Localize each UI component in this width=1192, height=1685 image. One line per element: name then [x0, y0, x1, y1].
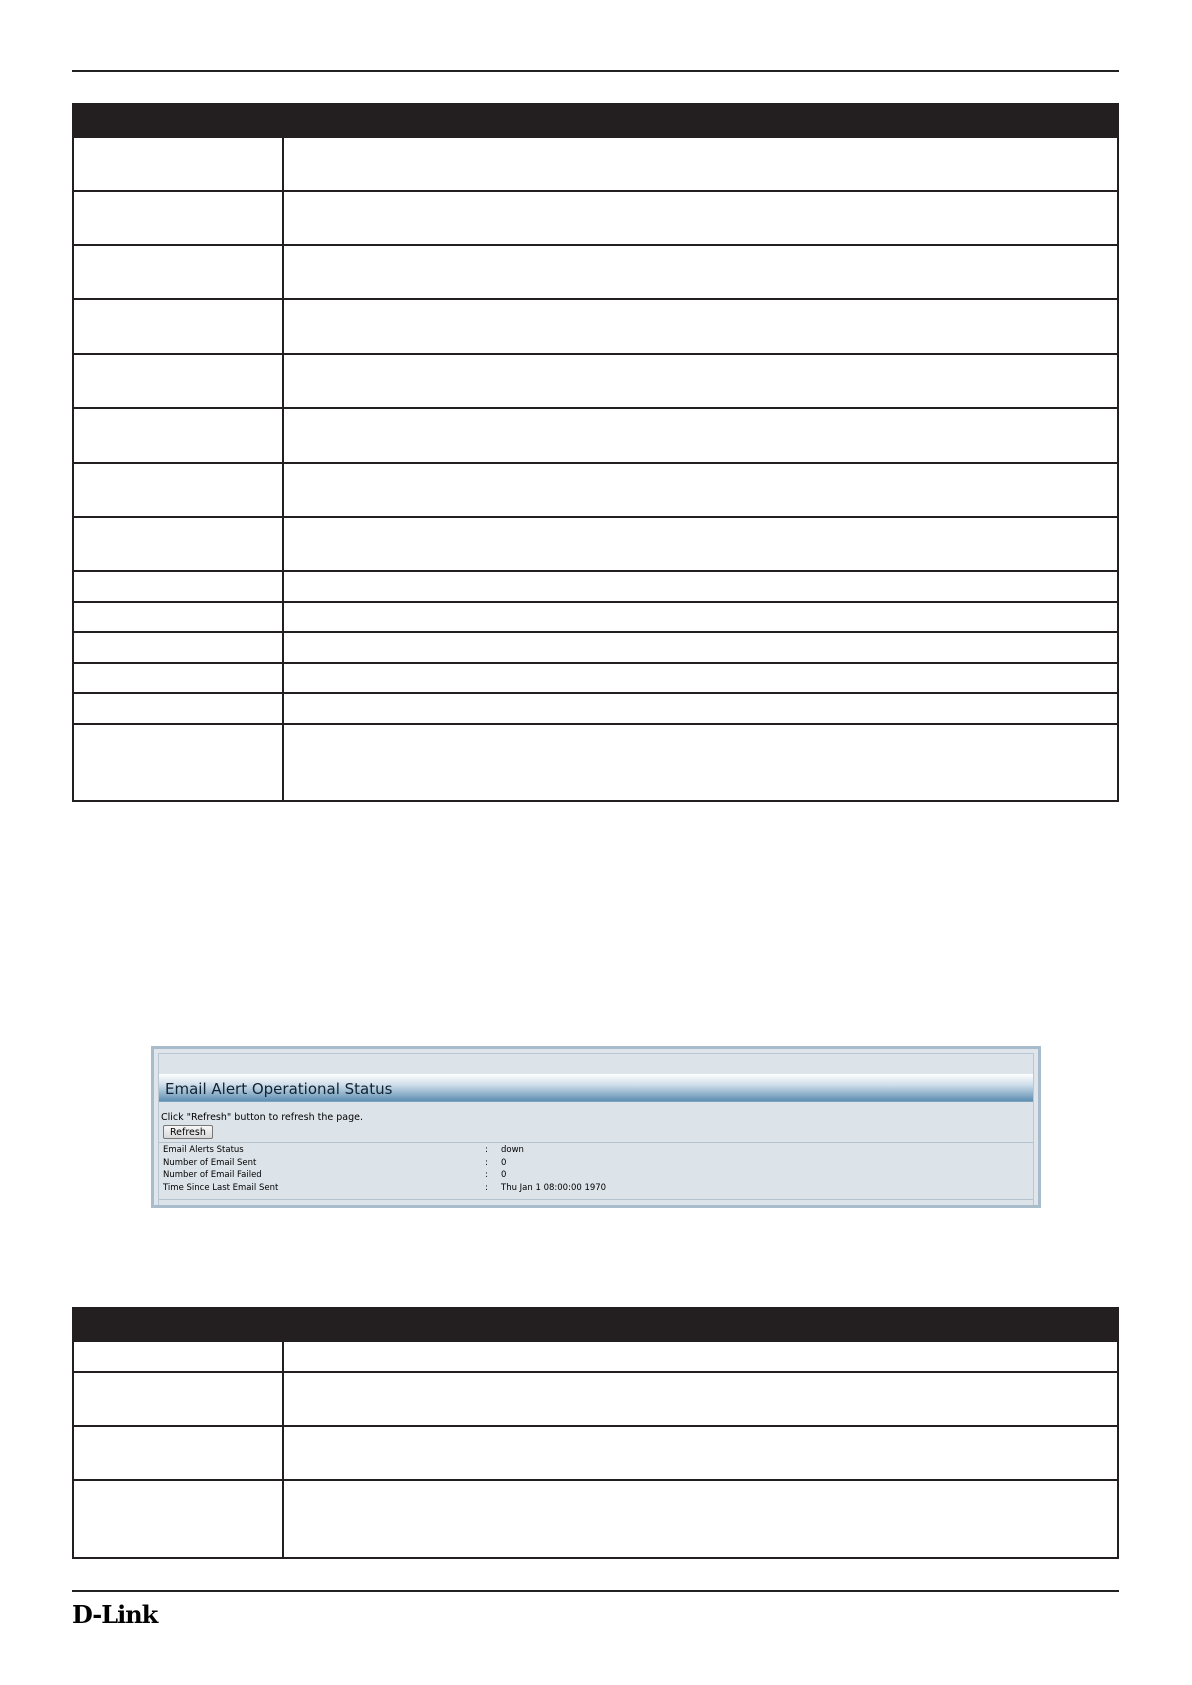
- status-label: Number of Email Sent: [163, 1157, 257, 1168]
- status-value: 0: [501, 1170, 507, 1180]
- dlink-logo: D-Link: [72, 1600, 158, 1629]
- status-value: down: [501, 1145, 524, 1155]
- status-row-email-alerts-status: [163, 1145, 863, 1158]
- status-label: Time Since Last Email Sent: [163, 1182, 279, 1193]
- table-row: [73, 1341, 1118, 1372]
- table-row: [73, 724, 1118, 801]
- refresh-instruction: Click "Refresh" button to refresh the page.: [161, 1112, 363, 1123]
- table-row: [73, 602, 1118, 632]
- status-value: 0: [501, 1157, 507, 1168]
- table-row: [73, 663, 1118, 693]
- status-colon: :: [485, 1145, 488, 1155]
- table-row: [73, 299, 1118, 354]
- table-row: [73, 137, 1118, 191]
- status-colon: :: [485, 1182, 488, 1193]
- status-label: Email Alerts Status: [163, 1145, 244, 1155]
- table-row: [73, 1480, 1118, 1558]
- table-row: [73, 408, 1118, 463]
- table-row: [73, 571, 1118, 602]
- panel-header: [159, 1074, 1033, 1102]
- panel-title: Email Alert Operational Status: [165, 1080, 393, 1098]
- table-row: [73, 632, 1118, 663]
- table-row: [73, 463, 1118, 517]
- status-colon: :: [485, 1170, 488, 1180]
- refresh-button[interactable]: Refresh: [163, 1125, 213, 1139]
- divider: [159, 1199, 1033, 1200]
- table-row: [73, 354, 1118, 408]
- table-row: [73, 245, 1118, 299]
- status-list: [163, 1145, 863, 1195]
- header-rule: [72, 70, 1119, 72]
- table-row: [73, 693, 1118, 724]
- bottom-table: [72, 1307, 1119, 1559]
- table-row: [73, 1426, 1118, 1480]
- top-table: [72, 103, 1119, 802]
- footer-rule: [72, 1590, 1119, 1592]
- table-row: [73, 1372, 1118, 1426]
- email-alert-status-screenshot: [151, 1046, 1041, 1208]
- status-row-email-failed: [163, 1170, 863, 1183]
- status-row-email-sent: [163, 1158, 863, 1171]
- panel-body: [158, 1053, 1034, 1205]
- table-header: [73, 1308, 1118, 1341]
- status-label: Number of Email Failed: [163, 1170, 262, 1180]
- status-value: Thu Jan 1 08:00:00 1970: [501, 1182, 607, 1193]
- table-row: [73, 517, 1118, 571]
- table-header: [73, 104, 1118, 137]
- divider: [159, 1142, 1033, 1143]
- status-colon: :: [485, 1157, 488, 1168]
- status-row-time-since-last-email: [163, 1183, 863, 1196]
- table-row: [73, 191, 1118, 245]
